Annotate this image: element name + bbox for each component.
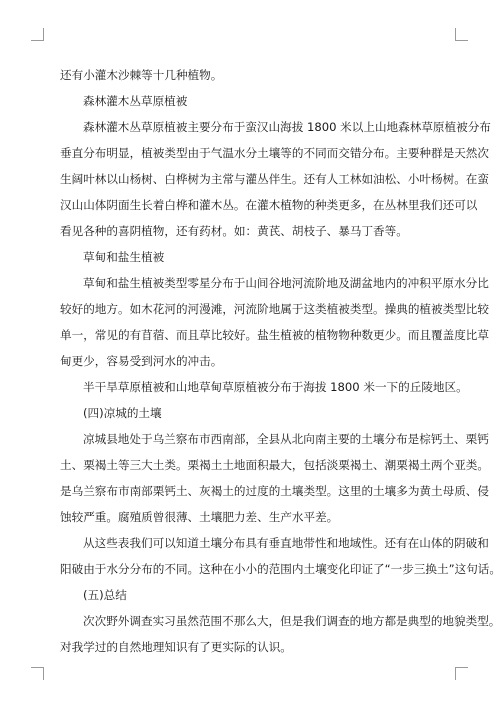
- paragraph-line: 单一，常见的有苜蓿、而且草比较好。盐生植被的植物物种数更少。而且覆盖度比草: [60, 328, 489, 342]
- paragraph-line: 森林灌木丛草原植被主要分布于蛮汉山海拔 1800 米以上山地森林草原植被分布: [83, 120, 491, 134]
- paragraph-line: 甸更少，容易受到河水的冲击。: [60, 354, 223, 368]
- paragraph-line: 生阔叶林以山杨树、白桦树为主常与灌丛伴生。还有人工林如油松、小叶杨树。在蛮: [60, 172, 489, 186]
- paragraph-line: 凉城县地处于乌兰察布市西南部，全县从北向南主要的土壤分布是棕钙土、栗钙: [83, 432, 489, 446]
- crop-mark-bottom-left: [31, 667, 44, 680]
- paragraph-line: 垂直分布明显，植被类型由于气温水分土壤等的不同而交错分布。主要种群是天然次: [60, 146, 489, 160]
- paragraph-line: 汉山山体阴面生长着白桦和灌木丛。在灌木植物的种类更多，在丛林里我们还可以: [60, 198, 478, 212]
- document-body: [60, 64, 501, 658]
- section-heading: 森林灌木丛草原植被: [83, 94, 188, 108]
- text-line: 还有小灌木沙棘等十几种植物。: [60, 68, 223, 82]
- paragraph-line: 是乌兰察布市南部栗钙土、灰褐土的过度的土壤类型。这里的土壤多为黄土母质、侵: [60, 484, 489, 498]
- paragraph-line: 对我学过的自然地理知识有了更实际的认识。: [60, 640, 292, 654]
- paragraph-line: 看见各种的喜阴植物，还有药材。如：黄芪、胡枝子、暴马丁香等。: [60, 224, 408, 238]
- paragraph-line: 蚀较严重。腐殖质曾很薄、土壤肥力差、生产水平差。: [60, 510, 339, 524]
- crop-mark-top-left: [31, 28, 44, 41]
- paragraph-line: 从这些表我们可以知道土壤分布具有垂直地带性和地域性。还有在山体的阴破和: [83, 536, 489, 550]
- paragraph-line: 草甸和盐生植被类型零星分布于山间谷地河流阶地及湖盆地内的冲积平原水分比: [83, 276, 489, 290]
- paragraph-line: 次次野外调查实习虽然范围不那么大，但是我们调查的地方都是典型的地貌类型。: [83, 614, 501, 628]
- crop-mark-bottom-right: [455, 667, 468, 680]
- section-heading: (四)凉城的土壤: [83, 406, 162, 420]
- paragraph-line: 阳破由于水分分布的不同。这种在小小的范围内土壤变化印证了“一步三换土”这句话。: [60, 562, 501, 576]
- paragraph-line: 较好的地方。如木花河的河漫滩，河流阶地属于这类植被类型。操典的植被类型比较: [60, 302, 489, 316]
- section-heading: 草甸和盐生植被: [83, 250, 165, 264]
- crop-mark-top-right: [455, 28, 468, 41]
- section-heading: (五)总结: [83, 588, 127, 602]
- paragraph-line: 半干旱草原植被和山地草甸草原植被分布于海拔 1800 米一下的丘陵地区。: [83, 380, 468, 394]
- paragraph-line: 土、栗褐土等三大土类。栗褐土土地面积最大，包括淡栗褐土、潮栗褐土两个亚类。: [60, 458, 489, 472]
